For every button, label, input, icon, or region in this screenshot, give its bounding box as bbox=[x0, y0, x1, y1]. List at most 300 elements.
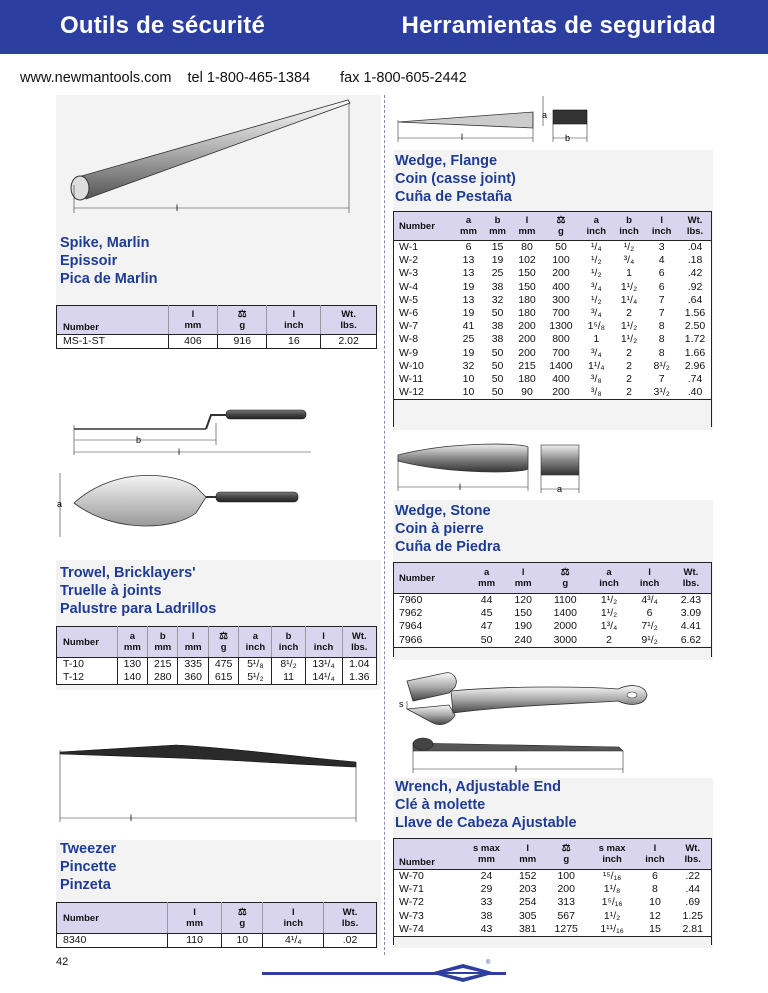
spec-cell: 1¹/₂ bbox=[620, 333, 638, 346]
spec-cell: 1 bbox=[626, 267, 632, 280]
spec-cell: 2 bbox=[626, 359, 632, 372]
table-row bbox=[393, 923, 712, 937]
item-number-cell: W-10 bbox=[399, 359, 424, 372]
tweezer-illustration bbox=[56, 740, 386, 830]
col-l-inch bbox=[263, 903, 324, 934]
spec-cell: 15 bbox=[636, 923, 673, 937]
col-weight-g bbox=[545, 839, 588, 870]
dim-label-l: l bbox=[130, 813, 132, 823]
spec-cell: 2.81 bbox=[673, 923, 712, 937]
spec-cell: 47 bbox=[480, 620, 493, 633]
item-number-cell: W-11 bbox=[399, 373, 424, 386]
spec-cell: 50 bbox=[483, 386, 512, 400]
header-label: l bbox=[521, 567, 525, 578]
spec-cell: 2 bbox=[626, 307, 632, 320]
spec-cell: 44 bbox=[480, 594, 493, 606]
col-wt-lbs bbox=[673, 839, 712, 870]
scale-icon: ⚖ bbox=[560, 567, 570, 578]
spec-cell: 475 bbox=[208, 658, 238, 672]
wrench-title-en: Wrench, Adjustable End bbox=[395, 779, 561, 795]
header-label: inch bbox=[313, 642, 334, 653]
spec-cell: 200 bbox=[557, 883, 575, 896]
header-label: inch bbox=[283, 918, 304, 929]
flange-title-fr: Coin (casse joint) bbox=[395, 171, 516, 187]
col-number: Number bbox=[393, 212, 454, 241]
spec-cell: 50 bbox=[491, 307, 504, 320]
item-number-cell: W-74 bbox=[393, 923, 462, 937]
spec-cell: 1⁵/₁₆ bbox=[601, 896, 623, 909]
spec-cell: 152 bbox=[518, 870, 537, 882]
spec-cell: 2000 bbox=[553, 620, 577, 633]
spec-cell: 1¹/₈ bbox=[603, 883, 621, 896]
spec-cell: 8 bbox=[658, 333, 665, 346]
spec-cell: 1400 bbox=[553, 607, 577, 620]
header-label: inch bbox=[639, 578, 660, 589]
header-label: lbs. bbox=[341, 918, 359, 929]
col-a-inch bbox=[580, 212, 613, 241]
col-l-inch bbox=[645, 212, 678, 241]
spec-cell: ¹/₂ bbox=[591, 293, 602, 306]
header-label: mm bbox=[184, 642, 202, 653]
dim-label-l: l bbox=[176, 203, 178, 213]
stone-title bbox=[395, 502, 501, 556]
spike-title-en: Spike, Marlin bbox=[60, 235, 150, 251]
header-label: a bbox=[483, 567, 490, 578]
stone-title-fr: Coin à pierre bbox=[395, 521, 484, 537]
spec-cell: .74 bbox=[687, 373, 703, 386]
spec-cell: 19 bbox=[462, 280, 475, 293]
col-wt-lbs bbox=[670, 563, 712, 594]
spec-cell: 1.25 bbox=[682, 909, 703, 922]
spec-cell: 3¹/₂ bbox=[645, 386, 678, 400]
flange-spec-table bbox=[393, 211, 712, 400]
spec-cell: 90 bbox=[512, 386, 542, 400]
spec-cell: 14¹/₄ bbox=[305, 671, 342, 685]
spec-cell: 240 bbox=[505, 634, 542, 648]
header-label: mm bbox=[123, 642, 141, 653]
wrench-title-fr: Clé à molette bbox=[395, 797, 486, 813]
spec-cell: 38 bbox=[491, 333, 504, 346]
spec-cell: 10 bbox=[649, 896, 661, 909]
spec-cell: 16 bbox=[267, 335, 321, 349]
dim-label-l: l bbox=[178, 447, 180, 457]
stone-title-es: Cuña de Piedra bbox=[395, 539, 501, 555]
spec-cell: 4 bbox=[658, 254, 665, 267]
spec-cell: 102 bbox=[518, 254, 536, 267]
tweezer-spec-table bbox=[56, 902, 377, 948]
spec-cell: 406 bbox=[168, 335, 217, 349]
table-row bbox=[393, 607, 712, 620]
spec-cell: ¹/₄ bbox=[590, 241, 602, 253]
spec-cell: 150 bbox=[514, 607, 532, 620]
table-row bbox=[393, 254, 712, 267]
spec-cell: 150 bbox=[518, 267, 536, 280]
col-number: Number bbox=[393, 563, 469, 594]
trowel-spec-table bbox=[56, 626, 377, 685]
spec-cell: 200 bbox=[518, 346, 536, 359]
spec-cell: ³/₈ bbox=[580, 386, 613, 400]
spec-cell: 800 bbox=[552, 333, 570, 346]
spec-cell: 10 bbox=[454, 386, 483, 400]
scale-icon: ⚖ bbox=[556, 215, 566, 226]
registered-mark: ® bbox=[486, 960, 491, 966]
col-b-mm bbox=[148, 627, 178, 658]
tweezer-title-en: Tweezer bbox=[60, 841, 117, 857]
spec-cell: .42 bbox=[687, 267, 703, 280]
col-smax-mm bbox=[462, 839, 511, 870]
spec-cell: 2.43 bbox=[680, 594, 702, 606]
header-label: lbs. bbox=[682, 578, 700, 589]
item-number-cell: W-73 bbox=[399, 909, 424, 922]
spec-cell: 1¹/₄ bbox=[588, 359, 605, 372]
table-row bbox=[393, 320, 712, 333]
col-l-inch bbox=[305, 627, 342, 658]
table-row bbox=[393, 281, 712, 294]
table-row bbox=[393, 883, 712, 896]
spike-title-es: Pica de Marlin bbox=[60, 271, 158, 287]
spec-cell: .64 bbox=[687, 293, 703, 306]
header-label: inch bbox=[651, 226, 672, 237]
spec-cell: 50 bbox=[491, 359, 504, 372]
spec-cell: 80 bbox=[521, 241, 533, 253]
header-label: inch bbox=[645, 854, 665, 865]
table-row bbox=[393, 347, 712, 360]
header-label: lbs. bbox=[686, 226, 704, 237]
item-number-cell: W-7 bbox=[399, 320, 419, 333]
spec-cell: 1.66 bbox=[684, 346, 706, 359]
spec-cell: 50 bbox=[555, 241, 567, 253]
spec-cell: 32 bbox=[462, 359, 475, 372]
spec-cell: 360 bbox=[178, 671, 208, 685]
fax-number: fax 1-800-605-2442 bbox=[340, 70, 467, 86]
spec-cell: 190 bbox=[514, 620, 532, 633]
stone-spec-table bbox=[393, 562, 712, 648]
table-header-row bbox=[393, 839, 712, 870]
table-row bbox=[393, 360, 712, 373]
spec-cell: ³/₄ bbox=[590, 346, 602, 359]
spec-cell: 300 bbox=[552, 293, 570, 306]
spec-cell: 215 bbox=[518, 359, 536, 372]
spec-cell: 50 bbox=[491, 346, 504, 359]
header-label: a bbox=[252, 631, 259, 642]
spec-cell: ¹/₂ bbox=[623, 241, 635, 253]
header-label: Wt. bbox=[351, 631, 367, 642]
spec-cell: 45 bbox=[480, 607, 493, 620]
tweezer-title-fr: Pincette bbox=[60, 859, 117, 875]
flange-title bbox=[395, 152, 516, 206]
table-row bbox=[393, 386, 712, 400]
col-number: Number bbox=[393, 839, 462, 870]
spec-cell: 19 bbox=[462, 307, 475, 320]
website-link[interactable]: www.newmantools.com bbox=[20, 70, 172, 86]
spec-cell: 7 bbox=[658, 293, 665, 306]
spec-cell: 6 bbox=[465, 241, 472, 253]
header-label: l bbox=[525, 215, 529, 226]
dim-label-l: l bbox=[515, 764, 517, 774]
spec-cell: 6.62 bbox=[670, 634, 712, 648]
header-label: mm bbox=[519, 854, 537, 865]
col-wt-lbs bbox=[321, 306, 377, 335]
header-label: inch bbox=[619, 226, 639, 237]
item-number-cell: W-9 bbox=[399, 346, 419, 359]
spec-cell: 6 bbox=[658, 280, 665, 293]
spec-cell: 8¹/₂ bbox=[272, 658, 305, 672]
spec-cell: 8 bbox=[658, 346, 665, 359]
spec-cell: 1.04 bbox=[342, 658, 376, 672]
spec-cell: 700 bbox=[552, 307, 570, 320]
table-row bbox=[393, 896, 712, 909]
header-label: b bbox=[285, 631, 292, 642]
col-wt-lbs bbox=[324, 903, 377, 934]
item-number-cell: W-71 bbox=[399, 883, 424, 896]
spec-cell: 1¹/₂ bbox=[620, 320, 638, 333]
col-l-inch bbox=[267, 306, 321, 335]
header-label: Wt. bbox=[342, 907, 358, 918]
spec-cell: ¹/₂ bbox=[591, 254, 602, 267]
table-row bbox=[393, 241, 712, 255]
scale-icon: ⚖ bbox=[219, 631, 229, 642]
spec-cell: 8 bbox=[658, 320, 665, 333]
header-label: mm bbox=[518, 226, 536, 237]
spec-cell: ¹⁵/₁₆ bbox=[602, 870, 622, 882]
item-number-cell: W-3 bbox=[399, 267, 419, 280]
spec-cell: 6 bbox=[646, 607, 653, 620]
spec-cell: 400 bbox=[552, 373, 570, 386]
scale-icon: ⚖ bbox=[237, 907, 247, 918]
spec-cell: .44 bbox=[685, 883, 701, 896]
col-a-mm bbox=[469, 563, 505, 594]
header-label: s max bbox=[598, 843, 626, 854]
spec-cell: 50 bbox=[469, 634, 505, 648]
spec-cell: ³/₈ bbox=[590, 373, 602, 386]
spec-cell: 13 bbox=[462, 267, 475, 280]
col-weight-g bbox=[542, 212, 580, 241]
spec-cell: 8 bbox=[652, 883, 658, 896]
spec-cell: 38 bbox=[491, 320, 504, 333]
spec-cell: 25 bbox=[462, 333, 475, 346]
spec-cell: 1300 bbox=[549, 320, 573, 333]
dim-label-a: a bbox=[557, 484, 563, 494]
spec-cell: 254 bbox=[518, 896, 537, 909]
spec-cell: 1³/₄ bbox=[600, 620, 618, 633]
table-row bbox=[393, 634, 712, 648]
header-label: mm bbox=[154, 642, 172, 653]
header-label: b bbox=[159, 631, 166, 642]
spec-cell: 7 bbox=[658, 307, 665, 320]
item-number-cell: W-1 bbox=[399, 241, 419, 253]
dim-label-b: b bbox=[565, 133, 571, 143]
stone-wedge-illustration bbox=[393, 435, 713, 495]
header-label: g bbox=[239, 320, 246, 331]
item-number-cell: W-72 bbox=[399, 896, 424, 909]
tweezer-title-es: Pinzeta bbox=[60, 877, 111, 893]
spec-cell: 5¹/₈ bbox=[239, 658, 272, 672]
col-l-mm bbox=[512, 212, 542, 241]
spec-cell: 180 bbox=[518, 373, 536, 386]
table-row bbox=[393, 267, 712, 280]
header-label: l bbox=[191, 631, 195, 642]
header-label: inch bbox=[245, 642, 266, 653]
spec-cell: 38 bbox=[491, 280, 504, 293]
spec-cell: 3000 bbox=[542, 634, 589, 648]
col-weight-g bbox=[222, 903, 263, 934]
table-header-row bbox=[57, 306, 377, 335]
table-header-row bbox=[57, 627, 377, 658]
spec-cell: 215 bbox=[148, 658, 178, 672]
table-header-row bbox=[393, 212, 712, 241]
spec-cell: 3 bbox=[658, 241, 665, 253]
spec-cell: 1275 bbox=[545, 923, 588, 937]
contact-line bbox=[20, 70, 479, 86]
spec-cell: 1.56 bbox=[684, 307, 706, 320]
dim-label-a: a bbox=[542, 110, 548, 120]
col-l-mm bbox=[168, 306, 217, 335]
spec-cell: 313 bbox=[557, 896, 575, 909]
spec-cell: 6 bbox=[652, 870, 658, 882]
spec-cell: 10 bbox=[462, 373, 475, 386]
col-a-mm bbox=[117, 627, 147, 658]
spec-cell: 140 bbox=[117, 671, 147, 685]
stone-table-wrap bbox=[393, 562, 712, 657]
header-label: mm bbox=[478, 578, 496, 589]
spec-cell: 1.36 bbox=[342, 671, 376, 685]
col-number: Number bbox=[57, 627, 118, 658]
trowel-title bbox=[60, 564, 216, 618]
spec-cell: 41 bbox=[462, 320, 475, 333]
col-number: Number bbox=[57, 903, 168, 934]
header-label: mm bbox=[460, 226, 477, 237]
spec-cell: 6 bbox=[658, 267, 665, 280]
table-row bbox=[57, 658, 377, 672]
flange-title-en: Wedge, Flange bbox=[395, 153, 498, 169]
spec-cell: 13 bbox=[462, 293, 475, 306]
header-label: g bbox=[562, 578, 569, 589]
col-smax-inch bbox=[588, 839, 637, 870]
wrench-title-es: Llave de Cabeza Ajustable bbox=[395, 815, 577, 831]
spec-cell: 1 bbox=[593, 333, 600, 346]
header-label: l bbox=[292, 309, 296, 320]
spec-cell: 4.41 bbox=[680, 620, 702, 633]
item-number-cell: W-70 bbox=[399, 870, 424, 882]
dim-label-s: s bbox=[399, 699, 404, 709]
spec-cell: .02 bbox=[324, 934, 377, 948]
spec-cell: MS-1-ST bbox=[57, 335, 169, 349]
spec-cell: 11 bbox=[272, 671, 305, 685]
spec-cell: 15 bbox=[491, 241, 504, 253]
spec-cell: 2 bbox=[613, 386, 646, 400]
spec-cell: .22 bbox=[685, 870, 701, 882]
spike-title-fr: Epissoir bbox=[60, 253, 118, 269]
spec-cell: ³/₄ bbox=[590, 307, 602, 320]
spec-cell: 180 bbox=[518, 293, 536, 306]
spec-cell: 2.96 bbox=[684, 359, 706, 372]
spec-cell: 2 bbox=[589, 634, 630, 648]
table-row bbox=[57, 671, 377, 685]
page-header bbox=[0, 0, 768, 54]
spec-cell: .04 bbox=[687, 241, 703, 253]
table-row bbox=[393, 620, 712, 633]
wrench-table-wrap bbox=[393, 838, 712, 945]
spec-cell: ³/₄ bbox=[623, 254, 635, 267]
spec-cell: 400 bbox=[552, 280, 570, 293]
header-label: mm bbox=[489, 226, 506, 237]
item-number-cell: W-4 bbox=[399, 280, 419, 293]
col-a-inch bbox=[239, 627, 272, 658]
col-a-inch bbox=[589, 563, 630, 594]
spec-cell: 4¹/₄ bbox=[263, 934, 324, 948]
header-label: b bbox=[626, 215, 632, 226]
col-weight-g bbox=[208, 627, 238, 658]
col-l-inch bbox=[636, 839, 673, 870]
col-wt-lbs bbox=[342, 627, 376, 658]
spec-cell: 50 bbox=[491, 373, 504, 386]
scale-icon: ⚖ bbox=[561, 843, 571, 854]
flange-wedge-illustration bbox=[393, 92, 713, 147]
adjustable-wrench-illustration bbox=[393, 665, 713, 777]
col-l-mm bbox=[511, 839, 545, 870]
header-label: l bbox=[526, 843, 530, 854]
spec-cell: 19 bbox=[462, 346, 475, 359]
item-number-cell: 7960 bbox=[399, 594, 423, 606]
page-number: 42 bbox=[56, 956, 69, 968]
spec-cell: 19 bbox=[491, 254, 504, 267]
spec-cell: 5¹/₂ bbox=[239, 671, 272, 685]
spec-cell: .18 bbox=[687, 254, 703, 267]
header-label: b bbox=[494, 215, 501, 226]
table-header-row bbox=[57, 903, 377, 934]
spec-cell: 700 bbox=[552, 346, 570, 359]
phone-number: tel 1-800-465-1384 bbox=[187, 70, 311, 86]
header-label: lbs. bbox=[351, 642, 368, 653]
spec-cell: 8¹/₂ bbox=[653, 359, 670, 372]
spec-cell: T-12 bbox=[57, 671, 118, 685]
header-label: inch bbox=[284, 320, 304, 331]
spec-cell: 1400 bbox=[549, 359, 573, 372]
header-label: lbs. bbox=[684, 854, 701, 865]
spec-cell: 8340 bbox=[57, 934, 168, 948]
header-label: mm bbox=[478, 854, 495, 865]
spec-cell: 4³/₄ bbox=[641, 594, 658, 606]
header-label: inch bbox=[599, 578, 619, 589]
header-label: mm bbox=[184, 320, 202, 331]
col-b-inch bbox=[272, 627, 305, 658]
header-label: Wt. bbox=[685, 843, 701, 854]
item-number-cell: 7962 bbox=[399, 607, 423, 620]
spike-spec-table bbox=[56, 305, 377, 349]
spec-cell: 1.72 bbox=[684, 333, 706, 346]
spec-cell: 10 bbox=[222, 934, 263, 948]
table-row bbox=[393, 594, 712, 608]
spec-cell: 29 bbox=[480, 883, 493, 896]
header-title-spanish: Herramientas de seguridad bbox=[401, 12, 716, 39]
item-number-cell: W-5 bbox=[399, 293, 419, 306]
trowel-title-fr: Truelle à joints bbox=[60, 583, 162, 599]
table-row bbox=[393, 910, 712, 923]
spec-cell: 200 bbox=[552, 267, 570, 280]
header-label: l bbox=[193, 907, 196, 918]
spec-cell: 43 bbox=[462, 923, 511, 937]
spec-cell: 110 bbox=[168, 934, 222, 948]
stone-title-en: Wedge, Stone bbox=[395, 503, 491, 519]
item-number-cell: W-8 bbox=[399, 333, 419, 346]
spec-cell: .40 bbox=[678, 386, 712, 400]
spec-cell: 180 bbox=[518, 307, 536, 320]
tweezer-title bbox=[60, 840, 116, 894]
spike-title bbox=[60, 234, 158, 288]
header-label: l bbox=[653, 843, 657, 854]
spec-cell: 280 bbox=[148, 671, 178, 685]
header-label: Wt. bbox=[341, 309, 356, 320]
